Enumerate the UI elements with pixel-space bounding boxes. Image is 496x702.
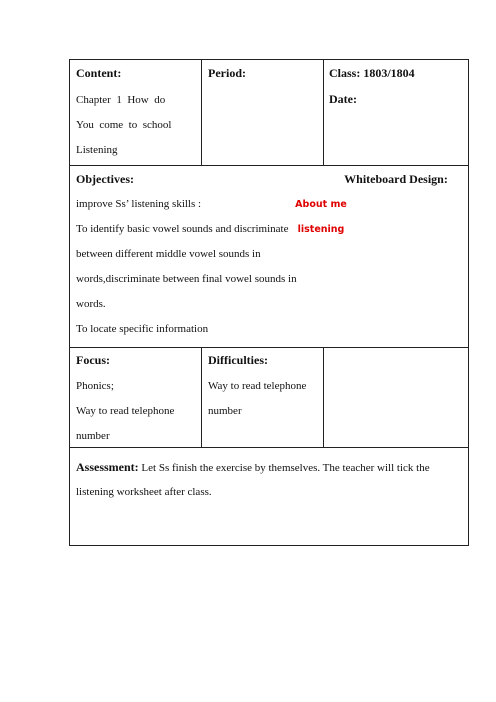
objectives-line: words.	[76, 298, 106, 310]
period-label: Period:	[208, 66, 246, 80]
content-label: Content:	[76, 66, 122, 80]
difficulties-cell	[201, 347, 324, 448]
objectives-line: To identify basic vowel sounds and discriminate	[76, 223, 289, 235]
objectives-label: Objectives:	[76, 172, 134, 186]
focus-line: Way to read telephone	[76, 405, 175, 417]
empty-cell	[323, 347, 469, 448]
assessment-label: Assessment:	[76, 460, 139, 474]
assessment-cell	[69, 447, 469, 546]
assessment-text	[76, 455, 462, 504]
difficulties-label: Difficulties:	[208, 353, 268, 367]
difficulties-line: number	[208, 405, 242, 417]
content-line: You come to school	[76, 119, 172, 131]
class-date-cell	[323, 59, 469, 166]
period-cell	[201, 59, 324, 166]
content-cell	[69, 59, 202, 166]
whiteboard-item: About me	[295, 199, 347, 210]
objectives-cell	[69, 165, 324, 348]
focus-line: number	[76, 430, 110, 442]
assessment-body: Let Ss finish the exercise by themselves. The teacher will tick the listening worksheet after class.	[76, 462, 430, 498]
objectives-line: To locate specific information	[76, 323, 209, 335]
objectives-line: words,discriminate between final vowel sounds in	[76, 273, 297, 285]
objectives-line: between different middle vowel sounds in	[76, 248, 261, 260]
lesson-plan-table	[69, 59, 469, 546]
focus-label: Focus:	[76, 353, 110, 367]
objectives-line: improve Ss’ listening skills :	[76, 198, 202, 210]
focus-line: Phonics;	[76, 380, 114, 392]
content-line: Chapter 1 How do	[76, 94, 166, 106]
whiteboard-item: listening	[297, 224, 345, 235]
content-line: Listening	[76, 144, 118, 156]
whiteboard-cell	[295, 165, 469, 348]
focus-cell	[69, 347, 202, 448]
difficulties-line: Way to read telephone	[208, 380, 307, 392]
whiteboard-label: Whiteboard Design:	[344, 172, 448, 186]
class-label: Class: 1803/1804	[329, 66, 415, 80]
date-label: Date:	[329, 92, 357, 106]
